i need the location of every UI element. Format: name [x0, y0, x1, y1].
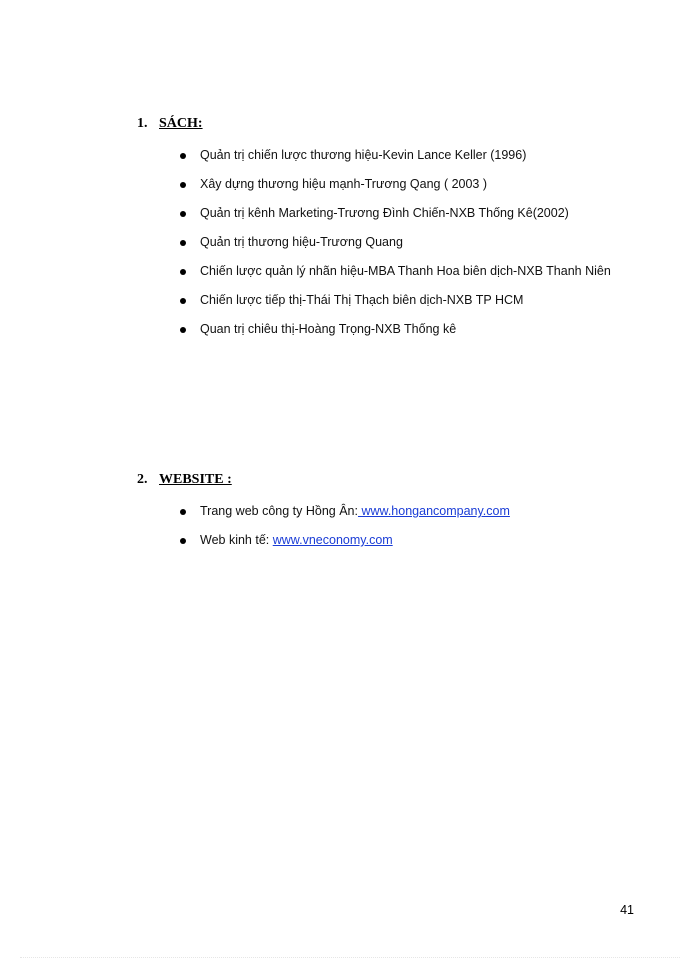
books-list — [180, 141, 633, 344]
website-link[interactable]: www.hongancompany.com — [357, 504, 510, 518]
website-list — [180, 497, 633, 555]
section-heading-website — [137, 472, 232, 488]
section-heading-books — [137, 116, 203, 132]
list-item — [180, 497, 633, 526]
bullet-icon — [180, 538, 186, 544]
bullet-icon — [180, 211, 186, 217]
link-label: Trang web công ty Hồng Ân: — [200, 504, 358, 518]
section-title: SÁCH: — [159, 116, 203, 131]
bullet-icon — [180, 269, 186, 275]
list-item: Quản trị thương hiệu-Trương Quang — [180, 228, 633, 257]
section-number: 1. — [137, 116, 148, 131]
list-item: Quan trị chiêu thị-Hoàng Trọng-NXB Thống kê — [180, 315, 633, 344]
website-link[interactable]: www.vneconomy.com — [272, 533, 393, 547]
bullet-icon — [180, 327, 186, 333]
list-item: Quản trị kênh Marketing-Trương Đình Chiến-NXB Thống Kê(2002) — [180, 199, 633, 228]
link-label: Web kinh tế: — [200, 533, 273, 547]
bullet-icon — [180, 509, 186, 515]
bullet-icon — [180, 240, 186, 246]
bullet-icon — [180, 298, 186, 304]
list-item: Chiến lược tiếp thị-Thái Thị Thạch biên dịch-NXB TP HCM — [180, 286, 633, 315]
list-item: Quản trị chiến lược thương hiệu-Kevin Lance Keller (1996) — [180, 141, 633, 170]
list-item: Chiến lược quản lý nhãn hiệu-MBA Thanh Hoa biên dịch-NXB Thanh Niên — [180, 257, 633, 286]
bullet-icon — [180, 153, 186, 159]
page-number: 41 — [620, 903, 634, 917]
section-title: WEBSITE : — [159, 472, 232, 487]
page-bottom-rule — [20, 957, 680, 958]
list-item — [180, 526, 633, 555]
list-item: Xây dựng thương hiệu mạnh-Trương Qang ( 2003 ) — [180, 170, 633, 199]
bullet-icon — [180, 182, 186, 188]
section-number: 2. — [137, 472, 148, 487]
